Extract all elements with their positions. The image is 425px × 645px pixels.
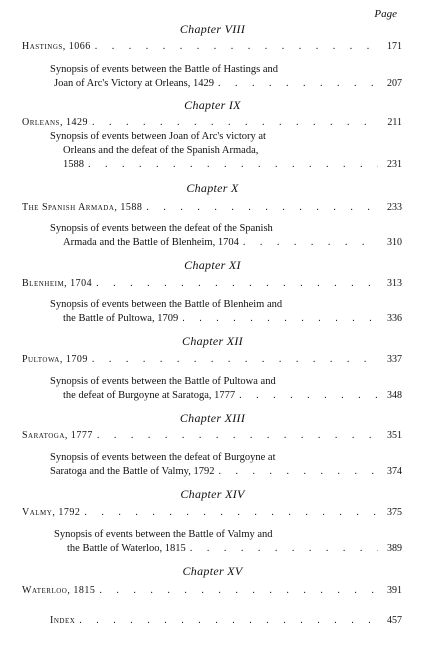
- synopsis-block: [50, 451, 402, 479]
- toc-entry-blenheim: [22, 278, 402, 289]
- entry-title: Hastings, 1066: [22, 41, 91, 52]
- synopsis-line: Synopsis of events between the Battle of Blenheim and: [50, 299, 283, 310]
- entry-title: Blenheim, 1704: [22, 278, 93, 289]
- synopsis-line: the Battle of Pultowa, 1709: [63, 313, 179, 324]
- leader-dots: [97, 430, 378, 441]
- entry-title: Orleans, 1429: [22, 117, 88, 128]
- toc-entry-waterloo: [22, 585, 402, 596]
- leader-dots: [99, 585, 378, 596]
- entry-page: 391: [387, 585, 402, 596]
- synopsis-block: [50, 63, 402, 91]
- chapter-heading: Chapter X: [186, 181, 239, 195]
- entry-page: 171: [387, 41, 402, 52]
- synopsis-line: the Battle of Waterloo, 1815: [67, 543, 186, 554]
- synopsis-block: [50, 298, 402, 326]
- leader-dots: [92, 117, 378, 128]
- synopsis-block: [54, 528, 402, 556]
- entry-page: 233: [387, 202, 402, 213]
- entry-page: 457: [387, 615, 402, 626]
- leader-dots: [243, 236, 378, 250]
- entry-title: Index: [50, 615, 76, 626]
- entry-page: 211: [387, 117, 402, 128]
- toc-entry-saratoga: [22, 430, 402, 441]
- toc-entry-orleans: [22, 117, 402, 128]
- synopsis-line: Synopsis of events between the Battle of Hastings and: [50, 64, 279, 75]
- entry-title: Saratoga, 1777: [22, 430, 93, 441]
- leader-dots: [218, 77, 378, 91]
- synopsis-line: Synopsis of events between the defeat of Burgoyne at: [50, 452, 276, 463]
- synopsis-line: the defeat of Burgoyne at Saratoga, 1777: [63, 390, 236, 401]
- leader-dots: [95, 41, 378, 52]
- leader-dots: [79, 615, 378, 626]
- entry-title: Valmy, 1792: [22, 507, 81, 518]
- page-column-label: Page: [374, 8, 397, 20]
- entry-title: Pultowa, 1709: [22, 354, 88, 365]
- toc-entry-index: [50, 615, 402, 626]
- synopsis-page: 348: [387, 390, 402, 401]
- synopsis-line: Saratoga and the Battle of Valmy, 1792: [50, 466, 215, 477]
- chapter-heading: Chapter XI: [184, 258, 241, 272]
- chapter-heading: Chapter IX: [184, 98, 241, 112]
- synopsis-page: 310: [387, 237, 402, 248]
- synopsis-line: Orleans and the defeat of the Spanish Armada,: [63, 145, 259, 156]
- entry-page: 313: [387, 278, 402, 289]
- entry-title: Waterloo, 1815: [22, 585, 96, 596]
- leader-dots: [190, 542, 378, 556]
- chapter-heading: Chapter XV: [182, 564, 243, 578]
- synopsis-line: Synopsis of events between Joan of Arc's victory at: [50, 131, 266, 142]
- synopsis-block: [50, 222, 402, 250]
- synopsis-line: Armada and the Battle of Blenheim, 1704: [63, 237, 239, 248]
- synopsis-line: Synopsis of events between the defeat of the Spanish: [50, 223, 273, 234]
- chapter-heading: Chapter XIII: [179, 411, 246, 425]
- toc-entry-pultowa: [22, 354, 402, 365]
- entry-page: 337: [387, 354, 402, 365]
- synopsis-line: 1588: [63, 159, 84, 170]
- synopsis-page: 374: [387, 466, 402, 477]
- leader-dots: [218, 465, 378, 479]
- toc-entry-valmy: [22, 507, 402, 518]
- synopsis-line: Synopsis of events between the Battle of Pultowa and: [50, 376, 276, 387]
- leader-dots: [88, 158, 378, 172]
- leader-dots: [239, 389, 378, 403]
- synopsis-page: 231: [387, 159, 402, 170]
- leader-dots: [182, 312, 378, 326]
- synopsis-line: Joan of Arc's Victory at Orleans, 1429: [54, 78, 214, 89]
- entry-title: The Spanish Armada, 1588: [22, 202, 143, 213]
- synopsis-page: 336: [387, 313, 402, 324]
- synopsis-line: Synopsis of events between the Battle of Valmy and: [54, 529, 273, 540]
- leader-dots: [84, 507, 378, 518]
- leader-dots: [92, 354, 378, 365]
- synopsis-block: [50, 375, 402, 403]
- chapter-heading: Chapter XIV: [180, 487, 245, 501]
- toc-entry-hastings: [22, 41, 402, 52]
- chapter-heading: Chapter XII: [182, 334, 243, 348]
- chapter-heading: Chapter VIII: [179, 22, 246, 36]
- synopsis-page: 389: [387, 543, 402, 554]
- entry-page: 351: [387, 430, 402, 441]
- leader-dots: [96, 278, 378, 289]
- synopsis-block: [50, 130, 402, 172]
- synopsis-page: 207: [387, 78, 402, 89]
- toc-entry-spanish-armada: [22, 202, 402, 213]
- leader-dots: [146, 202, 378, 213]
- entry-page: 375: [387, 507, 402, 518]
